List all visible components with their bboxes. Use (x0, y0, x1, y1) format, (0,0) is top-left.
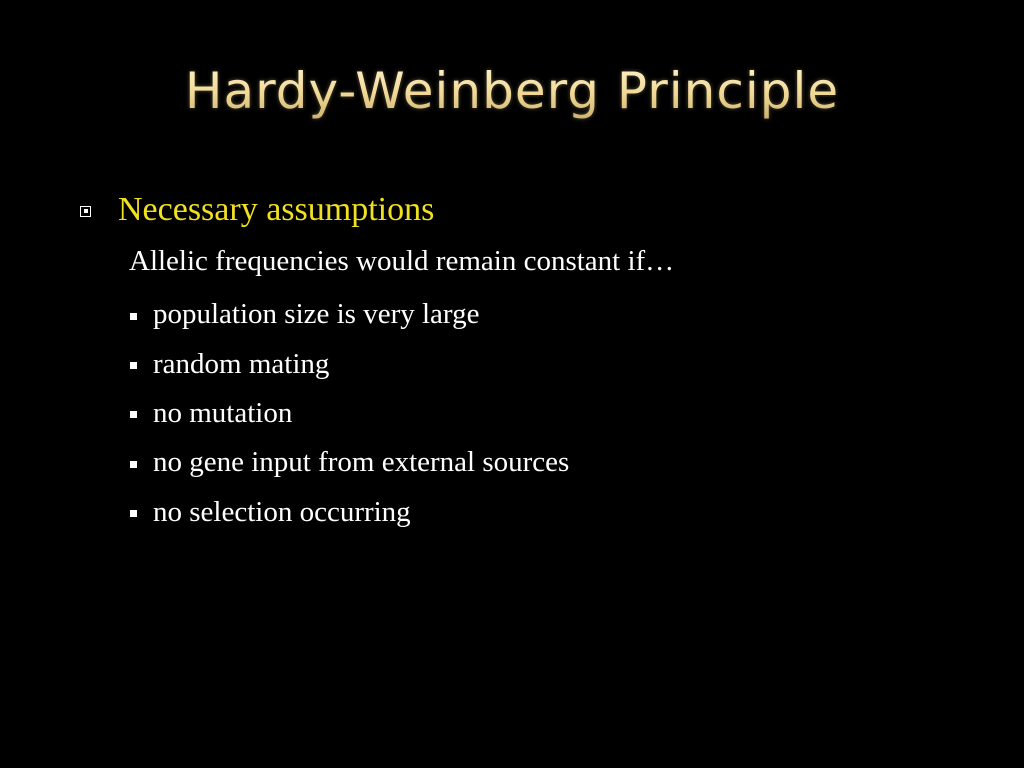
list-item (129, 389, 569, 438)
list-item-text: no mutation (153, 396, 293, 429)
list-item-text: random mating (153, 347, 330, 380)
main-bullet-text: Necessary assumptions (118, 191, 435, 228)
main-bullet-row (80, 186, 434, 234)
list-item (129, 339, 569, 388)
intro-line: Allelic frequencies would remain constant if… (129, 245, 675, 277)
square-bullet-icon (130, 510, 137, 517)
square-bullet-icon (130, 313, 137, 320)
list-item (129, 438, 569, 487)
assumption-list (129, 290, 569, 537)
list-item (129, 488, 569, 537)
list-item-text: no gene input from external sources (153, 446, 570, 479)
list-item-text: no selection occurring (153, 495, 411, 528)
square-bullet-icon (130, 362, 137, 369)
slide-title: Hardy-Weinberg Principle (0, 62, 1024, 120)
square-bullet-icon (130, 461, 137, 468)
list-item-text: population size is very large (153, 298, 480, 331)
boxed-square-bullet-icon (80, 206, 91, 217)
square-bullet-icon (130, 411, 137, 418)
list-item (129, 290, 569, 339)
